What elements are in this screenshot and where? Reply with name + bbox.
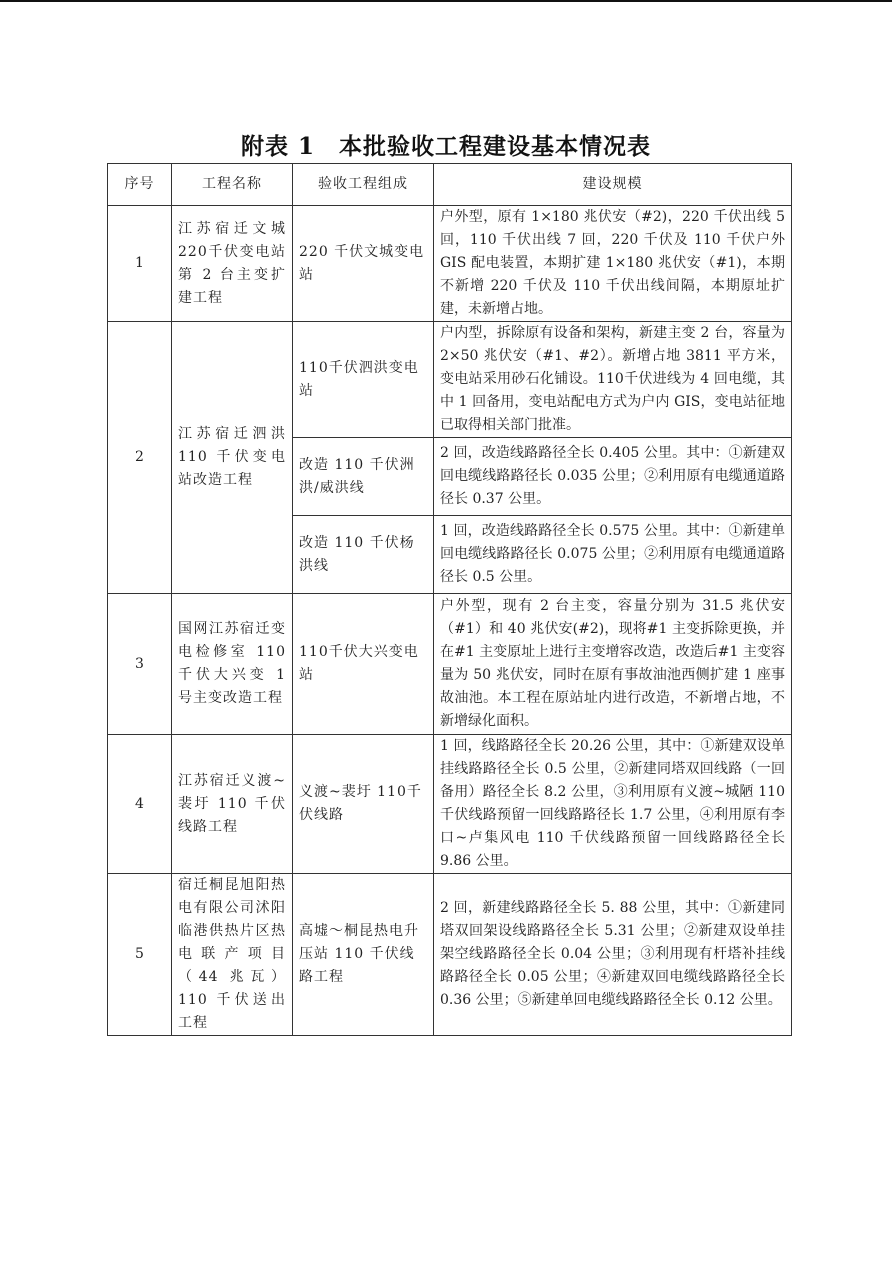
table-row: [108, 735, 792, 874]
header-components: 验收工程组成: [293, 164, 434, 206]
project-name: 江苏宿迁泗洪 110 千伏变电站改造工程: [172, 322, 293, 594]
project-component: 改造 110 千伏杨洪线: [293, 516, 434, 594]
project-name: 国网江苏宿迁变电检修室 110 千伏大兴变 1 号主变改造工程: [172, 594, 293, 735]
table-row: [108, 594, 792, 735]
project-scale: 户外型，现有 2 台主变，容量分别为 31.5 兆伏安（#1）和 40 兆伏安(#2)，现将#1 主变拆除更换，并在#1 主变原址上进行主变增容改造，改造后#1 主变容量为 50 兆伏安，同时在原有事故油池西侧扩建 1 座事故油池。本工程在原站址内进行改造，不新增占地，不新增绿化面积。: [434, 594, 792, 735]
table-row: [108, 322, 792, 438]
table-header-row: [108, 164, 792, 206]
row-index: 5: [108, 874, 172, 1036]
project-name: 江苏宿迁文城220千伏变电站第 2 台主变扩建工程: [172, 206, 293, 322]
header-index: 序号: [108, 164, 172, 206]
row-index: 3: [108, 594, 172, 735]
project-component: 高墟～桐昆热电升压站 110 千伏线路工程: [293, 874, 434, 1036]
table-row: [108, 206, 792, 322]
row-index: 4: [108, 735, 172, 874]
project-component: 110千伏泗洪变电站: [293, 322, 434, 438]
project-name: 江苏宿迁义渡~裴圩 110 千伏线路工程: [172, 735, 293, 874]
table-row: [108, 874, 792, 1036]
project-component: 义渡~裴圩 110千伏线路: [293, 735, 434, 874]
top-border-line: [0, 0, 892, 2]
project-scale: 户外型，原有 1×180 兆伏安（#2)，220 千伏出线 5 回，110 千伏出线 7 回，220 千伏及 110 千伏户外 GIS 配电装置，本期扩建 1×180 兆伏安（#1)，本期不新增 220 千伏及 110 千伏出线间隔，本期原址扩建，未新增占地。: [434, 206, 792, 322]
project-scale: 2 回，新建线路路径全长 5. 88 公里，其中：①新建同塔双回架设线路路径全长 5.31 公里；②新建双设单挂架空线路路径全长 0.04 公里；③利用现有杆塔补挂线路路径全长 0.05 公里；④新建双回电缆线路路径全长 0.36 公里；⑤新建单回电缆线路路径全长 0.12 公里。: [434, 874, 792, 1036]
project-table: [107, 163, 792, 1036]
row-index: 1: [108, 206, 172, 322]
project-scale: 2 回，改造线路路径全长 0.405 公里。其中：①新建双回电缆线路路径长 0.035 公里；②利用原有电缆通道路径长 0.37 公里。: [434, 438, 792, 516]
project-component: 改造 110 千伏洲洪/威洪线: [293, 438, 434, 516]
project-scale: 户内型，拆除原有设备和架构，新建主变 2 台，容量为 2×50 兆伏安（#1、#2）。新增占地 3811 平方米，变电站采用砂石化铺设。110千伏进线为 4 回电缆，其中 1 回备用，变电站配电方式为户内 GIS，变电站征地已取得相关部门批准。: [434, 322, 792, 438]
page-title: 附表 1 本批验收工程建设基本情况表: [240, 133, 651, 160]
header-scale: 建设规模: [434, 164, 792, 206]
header-project-name: 工程名称: [172, 164, 293, 206]
project-component: 110千伏大兴变电站: [293, 594, 434, 735]
row-index: 2: [108, 322, 172, 594]
project-name: 宿迁桐昆旭阳热电有限公司沭阳临港供热片区热电联产项目（44 兆瓦）110 千伏送出工程: [172, 874, 293, 1036]
project-scale: 1 回，线路路径全长 20.26 公里，其中：①新建双设单挂线路路径全长 0.5 公里，②新建同塔双回线路（一回备用）路径全长 8.2 公里，③利用原有义渡~城陋 110千伏线路预留一回线路路径长 1.7 公里，④利用原有李口~卢集风电 110 千伏线路预留一回线路路径全长 9.86 公里。: [434, 735, 792, 874]
project-component: 220 千伏文城变电站: [293, 206, 434, 322]
project-scale: 1 回，改造线路路径全长 0.575 公里。其中：①新建单回电缆线路路径长 0.075 公里；②利用原有电缆通道路径长 0.5 公里。: [434, 516, 792, 594]
